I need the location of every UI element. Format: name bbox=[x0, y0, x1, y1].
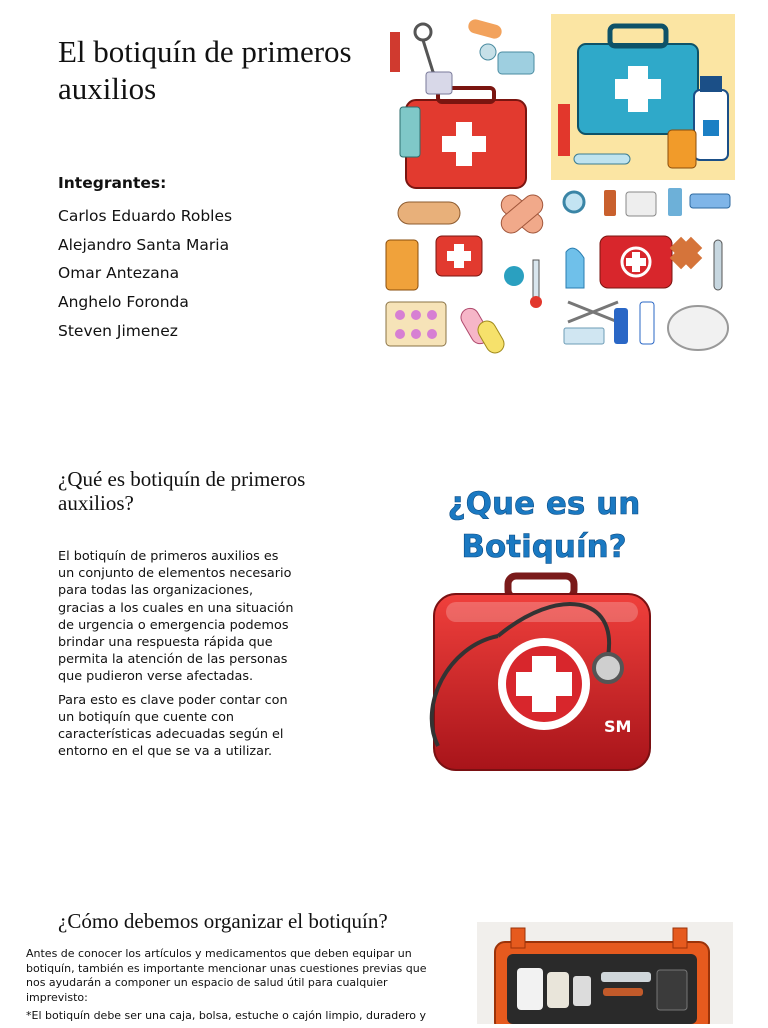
organized-kit-photo bbox=[477, 922, 733, 1024]
slide-title-main: El botiquín de primeros auxilios bbox=[58, 34, 352, 106]
red-kit-illustration bbox=[390, 18, 534, 188]
blue-kit-illustration bbox=[551, 14, 735, 180]
member-name: Alejandro Santa Maria bbox=[58, 235, 230, 254]
members-label: Integrantes: bbox=[58, 174, 167, 192]
organize-description bbox=[26, 947, 436, 1028]
slide-title-organize: ¿Cómo debemos organizar el botiquín? bbox=[58, 909, 388, 933]
medical-supplies-illustration bbox=[564, 188, 730, 350]
what-is-description bbox=[58, 548, 298, 766]
members-list bbox=[58, 202, 358, 346]
first-aid-items-illustration bbox=[386, 191, 547, 354]
paragraph: Para esto es clave poder contar con un botiquín que cuente con características adecuadas según el entorno en el que se va a utilizar. bbox=[58, 692, 288, 760]
paragraph: *El botiquín debe ser una caja, bolsa, estuche o cajón limpio, duradero y bbox=[26, 1009, 426, 1023]
paragraph: El botiquín de primeros auxilios es un conjunto de elementos necesario para todas las organizaciones, gracias a los cuales en una situación de urgencia o emergencia podemos brindar una respuesta rápida que permita la atención de las personas que pudieron verse afectadas. bbox=[58, 549, 294, 685]
member-name: Anghelo Foronda bbox=[58, 293, 189, 312]
member-name: Omar Antezana bbox=[58, 264, 180, 283]
member-name: Carlos Eduardo Robles bbox=[58, 207, 233, 225]
paragraph: Antes de conocer los artículos y medicamentos que deben equipar un botiquín, también es importante mencionar unas cuestiones previas que nos ayudarán a componer un espacio de salud útil para cualquier imprevisto: bbox=[26, 947, 427, 1004]
image-heading-line1: ¿Que es un bbox=[447, 486, 641, 522]
red-kit-image bbox=[408, 476, 680, 781]
kit-logo: SM bbox=[604, 717, 632, 736]
image-heading-line2: Botiquín? bbox=[461, 529, 627, 565]
slide-title-what-is: ¿Qué es botiquín de primeros auxilios? bbox=[58, 467, 306, 515]
first-aid-collage-image bbox=[378, 12, 738, 354]
member-name: Steven Jimenez bbox=[58, 321, 178, 340]
